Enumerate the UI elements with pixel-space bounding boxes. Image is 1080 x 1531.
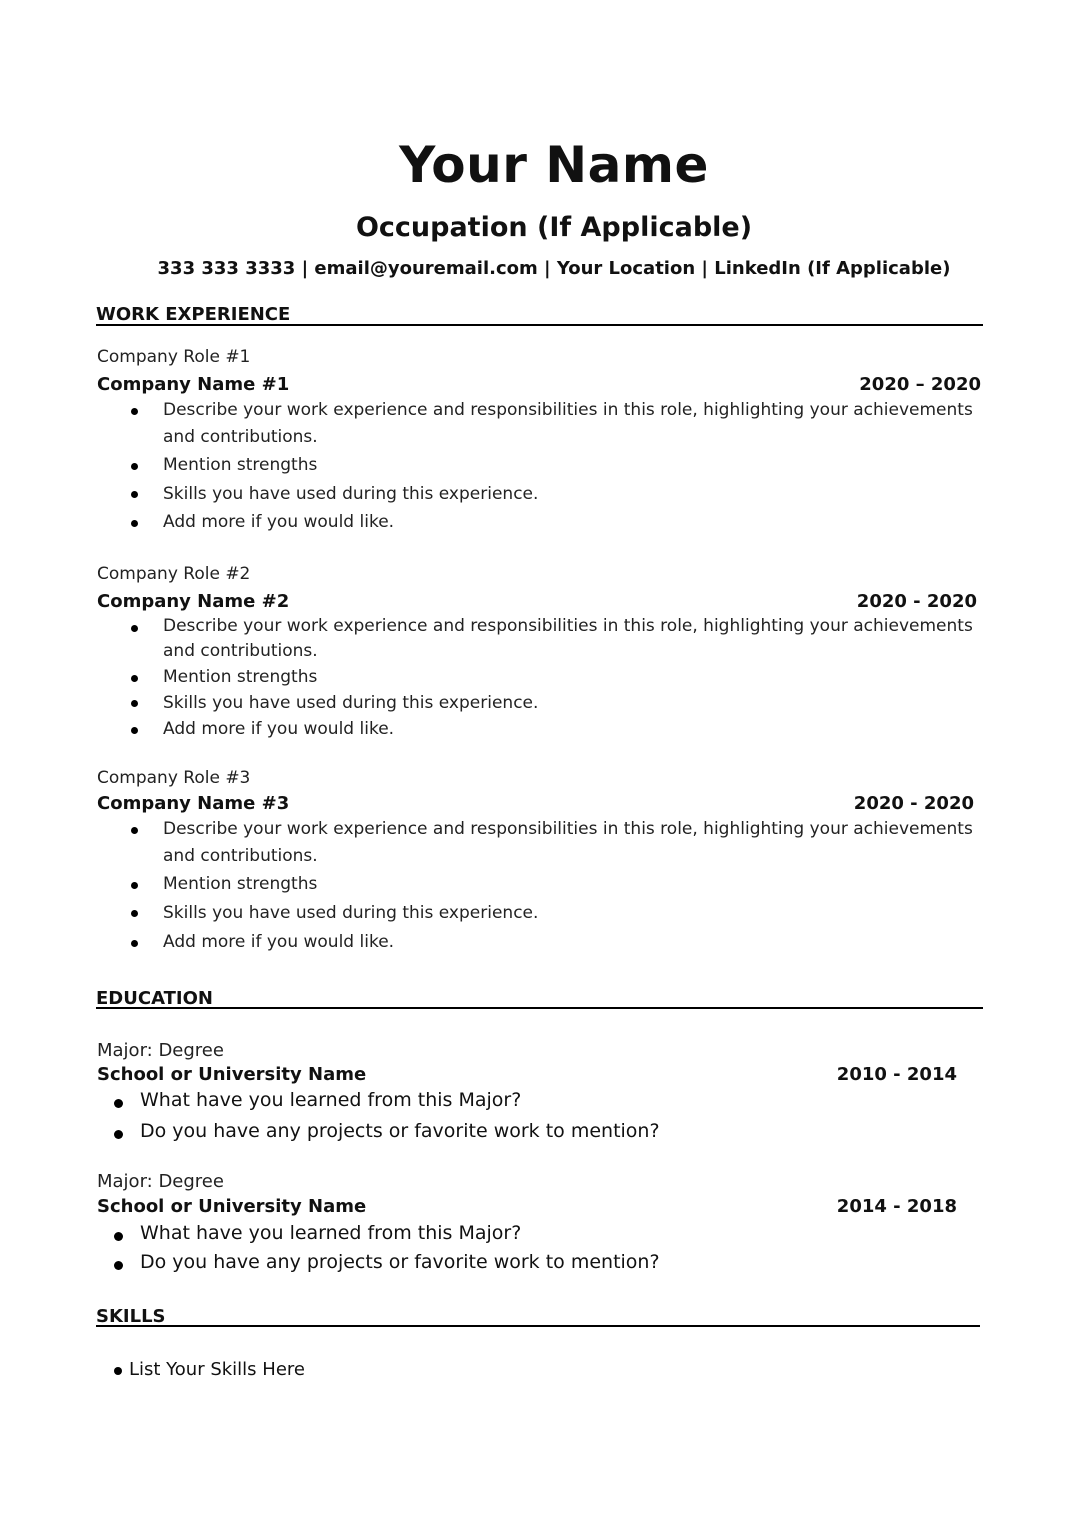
job-dates: 2020 – 2020 (859, 374, 981, 395)
job-bullet: Skills you have used during this experience. (163, 484, 539, 504)
skill-item: List Your Skills Here (129, 1359, 305, 1380)
job-bullet: Describe your work experience and responsibilities in this role, highlighting your achievements and contributions. (163, 616, 973, 661)
section-title-skills: SKILLS (96, 1306, 166, 1327)
bullet-icon (114, 1367, 122, 1375)
edu-school: School or University Name (97, 1064, 367, 1085)
job-bullet: Add more if you would like. (163, 719, 395, 739)
job-bullet: Add more if you would like. (163, 932, 395, 952)
job-role: Company Role #2 (97, 564, 251, 584)
job-bullet: Mention strengths (163, 667, 318, 687)
job-bullet: Mention strengths (163, 455, 318, 475)
job-bullet: Describe your work experience and responsibilities in this role, highlighting your achievements and contributions. (163, 819, 973, 866)
bullet-icon (131, 625, 138, 632)
edu-school: School or University Name (97, 1196, 367, 1217)
job-bullet: Describe your work experience and responsibilities in this role, highlighting your achievements and contributions. (163, 400, 973, 447)
edu-dates: 2010 - 2014 (836, 1064, 957, 1085)
job-bullet: Skills you have used during this experience. (163, 903, 539, 923)
job-role: Company Role #1 (97, 347, 251, 367)
bullet-icon (131, 882, 138, 889)
job-company: Company Name #2 (97, 591, 290, 612)
job-dates: 2020 - 2020 (856, 591, 977, 612)
bullet-icon (114, 1232, 123, 1241)
bullet-icon (114, 1099, 123, 1108)
edu-bullet: What have you learned from this Major? (140, 1089, 522, 1111)
section-divider (96, 1325, 980, 1327)
edu-major: Major: Degree (97, 1040, 224, 1061)
section-title-work-experience: WORK EXPERIENCE (96, 304, 291, 325)
job-company: Company Name #3 (97, 793, 290, 814)
bullet-icon (114, 1130, 123, 1139)
occupation: Occupation (If Applicable) (355, 212, 753, 243)
edu-major: Major: Degree (97, 1171, 224, 1192)
bullet-icon (131, 940, 138, 947)
bullet-icon (114, 1261, 123, 1270)
bullet-icon (131, 408, 138, 415)
bullet-icon (131, 910, 138, 917)
section-divider (96, 324, 983, 326)
bullet-icon (131, 491, 138, 498)
bullet-icon (131, 700, 138, 707)
job-bullet: Skills you have used during this experience. (163, 693, 539, 713)
resume-name: Your Name (399, 136, 709, 194)
bullet-icon (131, 727, 138, 734)
section-divider (96, 1007, 983, 1009)
bullet-icon (131, 827, 138, 834)
job-dates: 2020 - 2020 (853, 793, 974, 814)
bullet-icon (131, 520, 138, 527)
job-company: Company Name #1 (97, 374, 290, 395)
edu-bullet: Do you have any projects or favorite work to mention? (140, 1120, 660, 1142)
bullet-icon (131, 463, 138, 470)
job-bullet: Add more if you would like. (163, 512, 395, 532)
edu-bullet: Do you have any projects or favorite work to mention? (140, 1251, 660, 1273)
job-role: Company Role #3 (97, 768, 251, 788)
edu-dates: 2014 - 2018 (836, 1196, 957, 1217)
job-bullet: Mention strengths (163, 874, 318, 894)
bullet-icon (131, 675, 138, 682)
edu-bullet: What have you learned from this Major? (140, 1222, 522, 1244)
contact-line: 333 333 3333 | email@youremail.com | Your Location | LinkedIn (If Applicable) (157, 258, 951, 279)
section-title-education: EDUCATION (96, 988, 213, 1009)
